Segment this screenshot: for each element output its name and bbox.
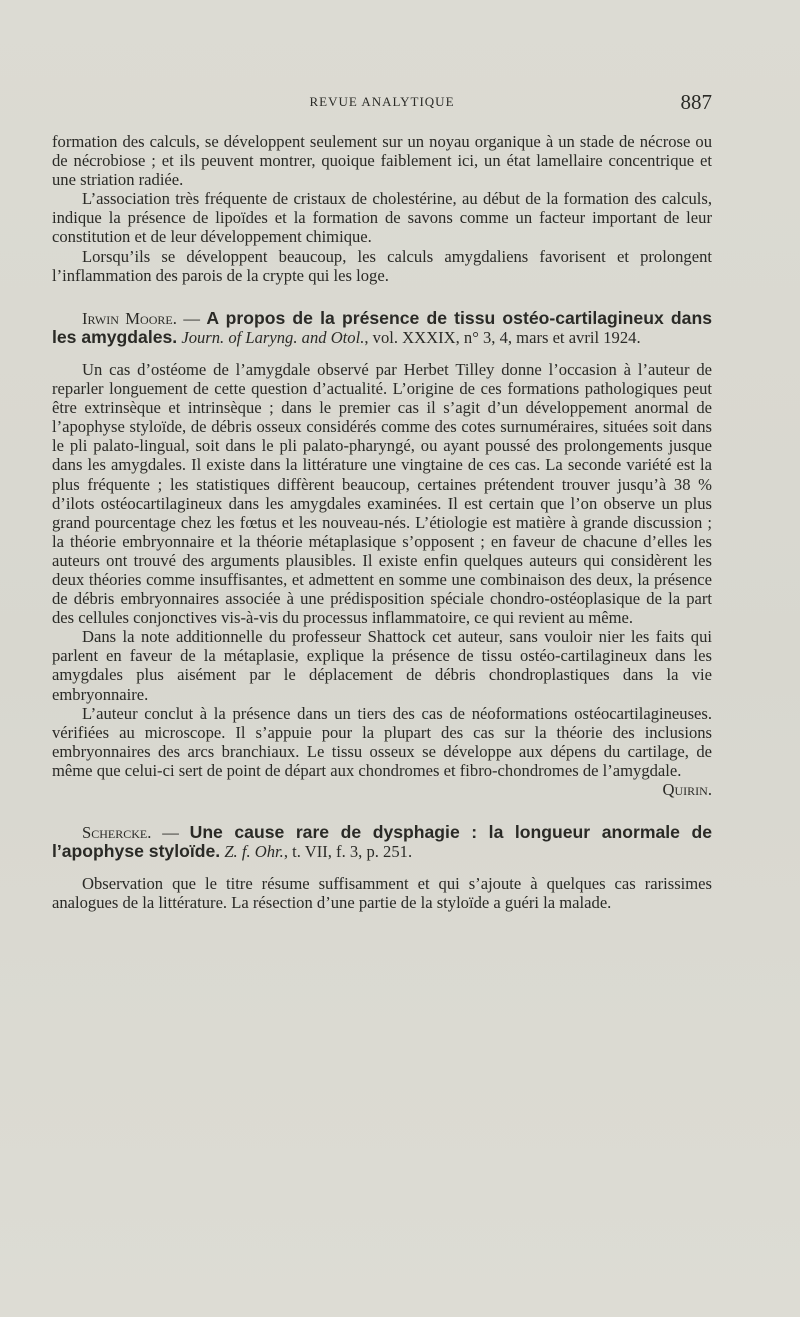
author-dash: —: [176, 308, 207, 328]
summary-paragraph-1: Un cas d’ostéome de l’amygdale observé par Herbet Tilley donne l’occasion à l’auteur de reparler longuement de cette question d’actualité. L’origine de ces formations pathologiques peut être extrinsèque et intrinsèque ; dans le premier cas il s’agit d’un développement anormal de l’apophyse styloïde, de débris osseux considérés comme des cotes surnuméraires, situées soit dans le pli palato-lingual, soit dans le pli palato-pharyngé, ou ayant poussé des prolongements jusque dans les amygdales. Il existe dans la littérature une vingtaine de ces cas. La seconde variété est la plus fréquente ; les statistiques diffèrent beaucoup, certaines prétendent trouver jusqu’à 38 % d’ilots ostéocartilagineux dans les amygdales examinées. Il est certain que l’on observe un plus grand pourcentage chez les fœtus et les nouveau-nés. L’étiologie est matière à grande discussion ; la théorie embryonnaire et la théorie métaplasique s’opposent ; en faveur de chacune d’elles les auteurs ont trouvé des arguments plausibles. Il existe enfin quelques auteurs qui considèrent les deux théories comme insuffisantes, et admettent en somme une combinaison des deux, la présence de débris embryonnaires associée à une prédisposition spéciale chondro-ostéoplasique de la part des cellules conjonctives vis-à-vis du processus inflammatoire, ce qui revient au même.: [52, 359, 712, 628]
body-text: [52, 132, 712, 912]
journal-name: Z. f. Ohr.: [224, 842, 284, 862]
paragraph-calculs: Lorsqu’ils se développent beaucoup, les calculs amygdaliens favorisent et prolongent l’inflammation des parois de la crypte qui les loge.: [52, 246, 712, 285]
running-title: REVUE ANALYTIQUE: [309, 94, 455, 109]
page-number: 887: [680, 90, 712, 114]
article-author: Schercke.: [82, 823, 152, 843]
article-heading-moore: [52, 309, 712, 347]
page-header: [52, 90, 712, 114]
journal-name: Journ. of Laryng. and Otol.: [181, 327, 365, 347]
summary-paragraph-3-text: L’auteur conclut à la présence dans un tiers des cas de néoformations ostéocartilagineuses. vérifiées au microscope. Il s’appuie pour la plupart des cas sur la théorie des inclusions embryonnaires des arcs branchiaux. Le tissu osseux se développe aux dépens du cartilage, de même que celui-ci sert de point de départ aux chondromes et fibro-chondromes de l’amygdale.: [52, 703, 712, 780]
paragraph-cholesterine: L’association très fréquente de cristaux de cholestérine, au début de la formation des calculs, indique la présence de lipoïdes et la formation de savons comme un facteur important de leur constitution et de leur développement chimique.: [52, 189, 712, 247]
paragraph-continued: formation des calculs, se développent seulement sur un noyau organique à un stade de nécrose ou de nécrobiose ; et ils peuvent montrer, quoique faiblement ici, un état lamellaire concentrique et une striation radiée.: [52, 132, 712, 190]
summary-paragraph-2: Dans la note additionnelle du professeur Shattock cet auteur, sans vouloir nier les faits qui parlent en faveur de la métaplasie, explique la présence de tissu ostéo-cartilagineux dans les amygdales plus aisément par le déplacement de débris chondroplastiques dans la vie embryonnaire.: [52, 627, 712, 704]
reviewer-signature: Quirin.: [662, 780, 712, 799]
article-heading-schercke: [52, 823, 712, 861]
journal-citation: , t. VII, f. 3, p. 251.: [283, 842, 413, 862]
article-title: Une cause rare de dysphagie : la longueur anormale de l’apophyse styloïde.: [52, 822, 713, 862]
journal-citation: , vol. XXXIX, n° 3, 4, mars et avril 1924.: [364, 327, 641, 347]
summary-paragraph-schercke: Observation que le titre résume suffisamment et qui s’ajoute à quelques cas rarissimes analogues de la littérature. La résection d’une partie de la styloïde a guéri la malade.: [52, 874, 712, 913]
article-title: A propos de la présence de tissu ostéo-cartilagineux dans les amygdales.: [52, 307, 712, 347]
author-dash: —: [151, 823, 190, 843]
article-author: Irwin Moore.: [82, 308, 177, 328]
summary-paragraph-3: [52, 703, 712, 799]
